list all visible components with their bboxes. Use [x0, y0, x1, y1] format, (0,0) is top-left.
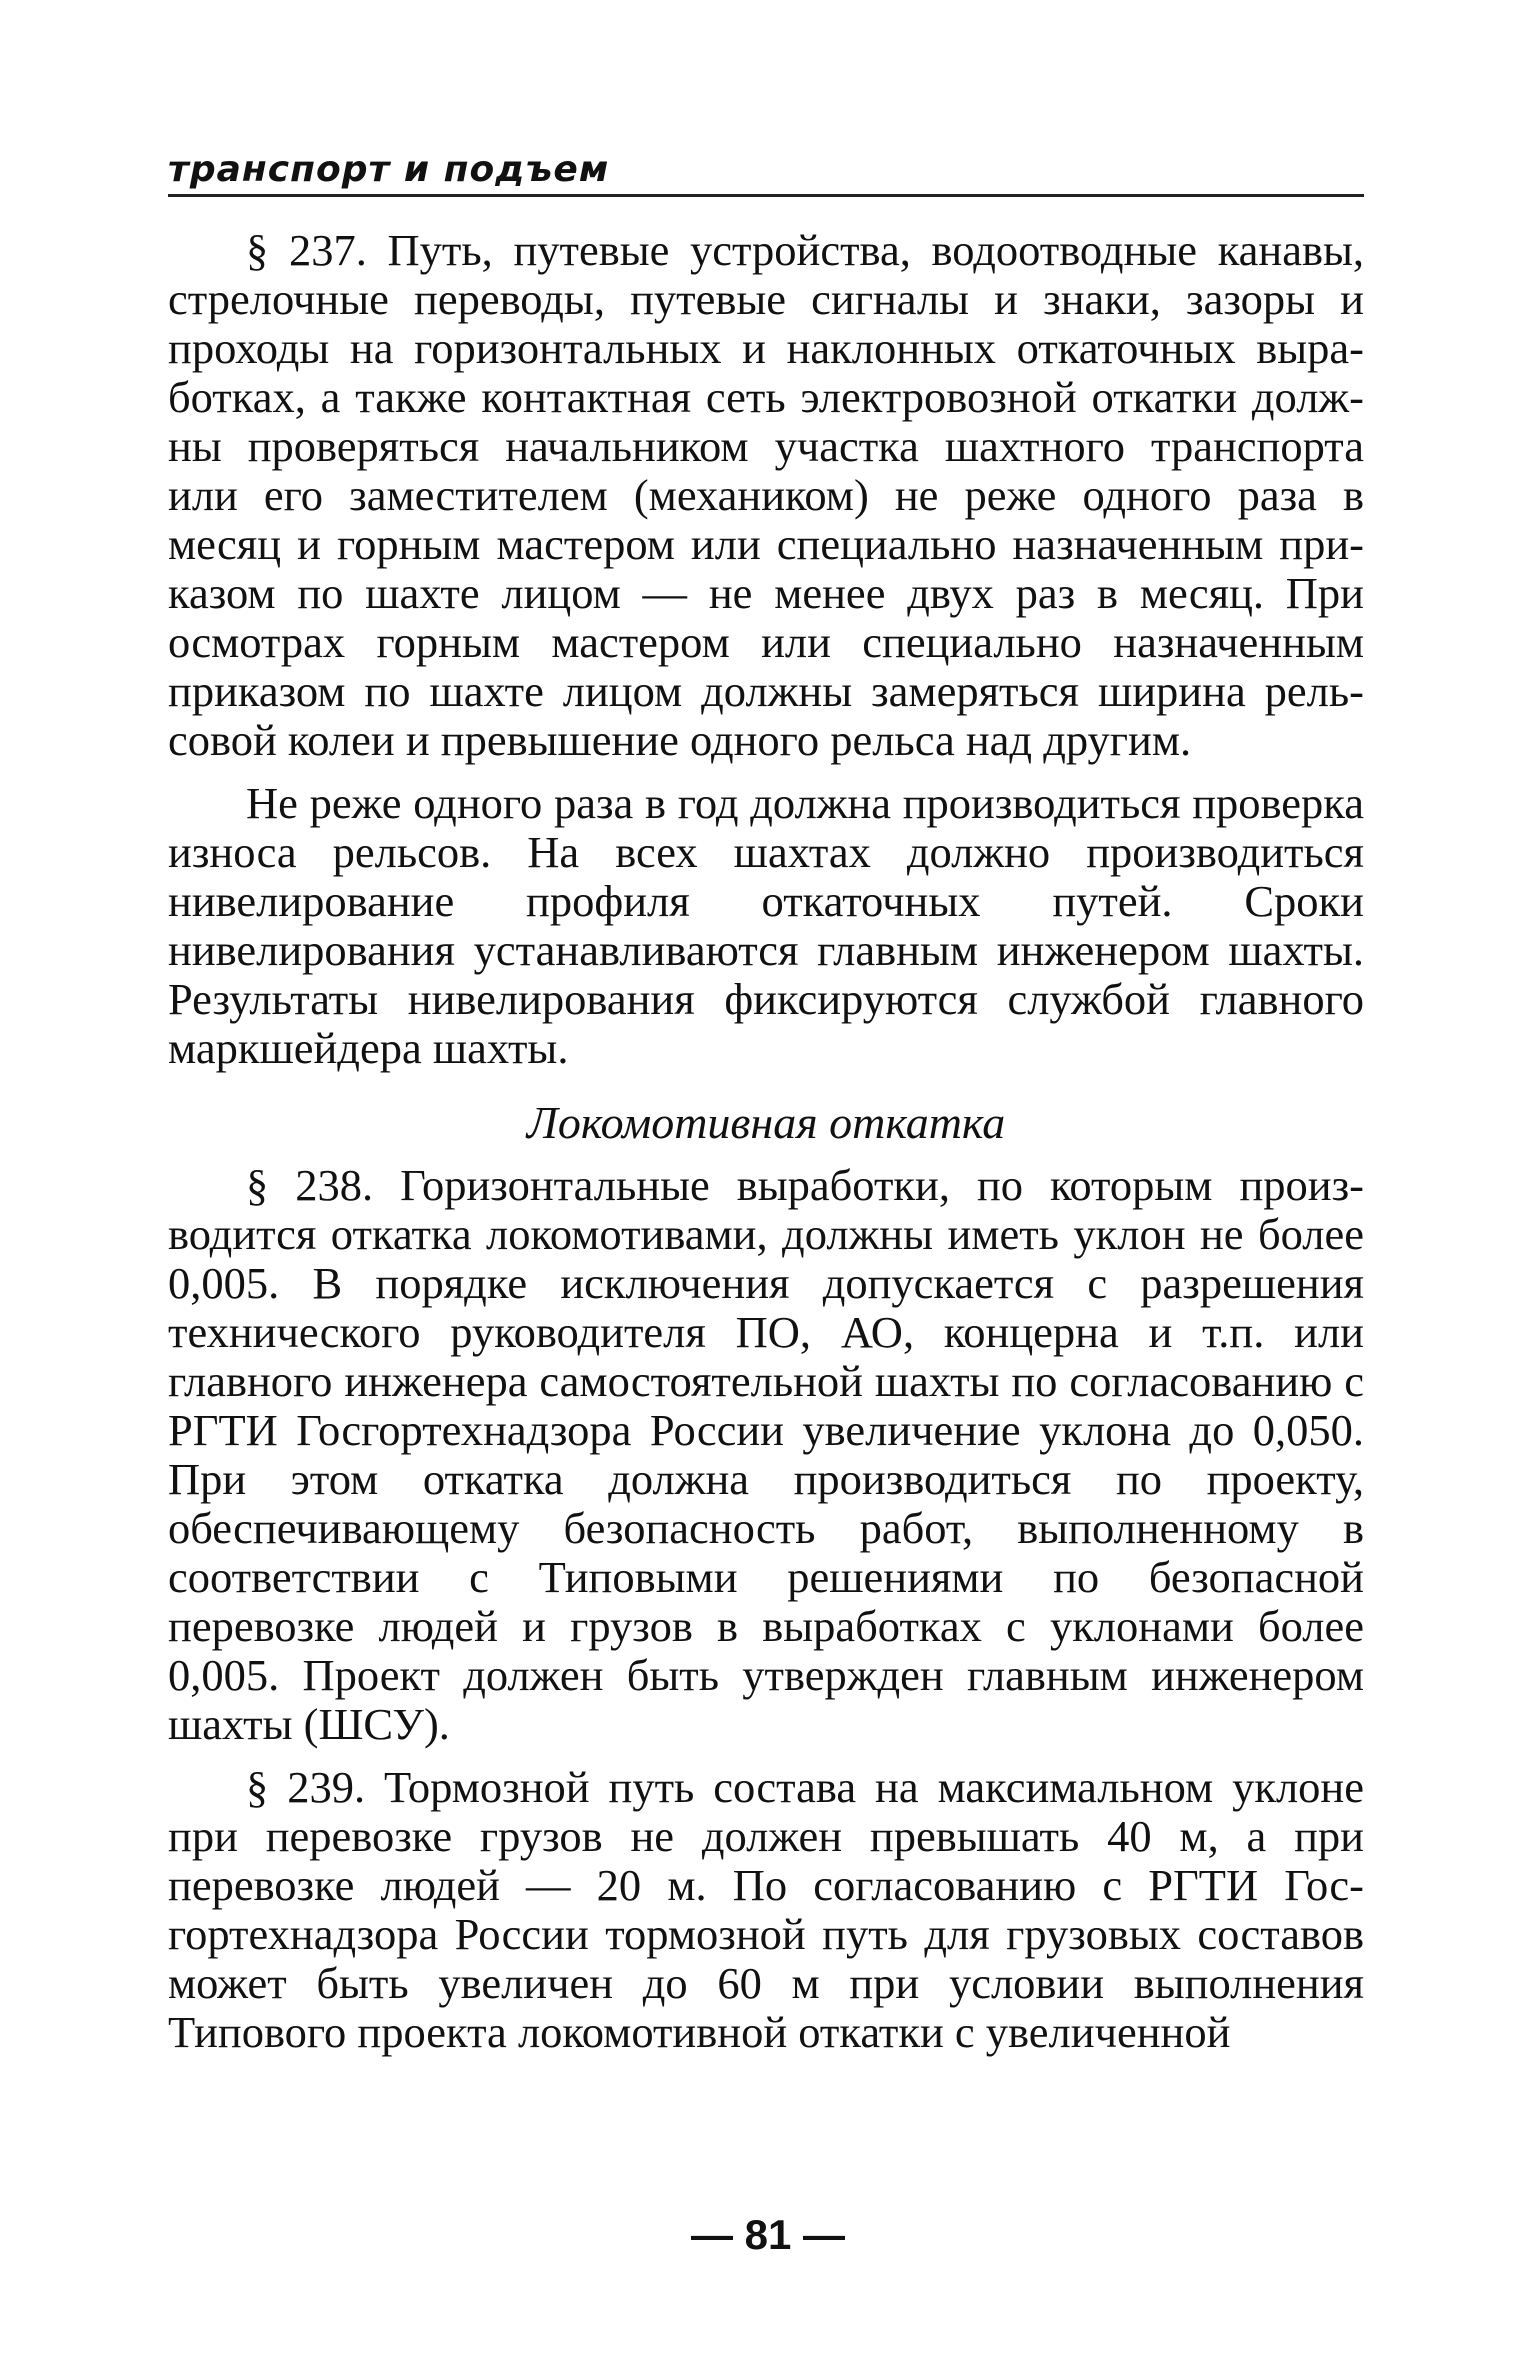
paragraph-238: § 238. Горизонтальные выработки, по которым производится откатка локомотивами, должны иметь уклон не более 0,005. В порядке исключения допускается с разрешения технического руководителя ПО, АО, концерна и т.п. или главного инженера самостоятельной шахты по согласованию с РГТИ Госгортехнадзора России увеличение уклона до 0,050. При этом откатка должна производиться по проекту, обеспечивающему безопасность работ, выполненному в соответствии с Типовыми решениями по безопасной перевозке людей и грузов в выработках с уклонами более 0,005. Проект должен быть утвержден главным инженером шахты (ШСУ).: [168, 1160, 1364, 1749]
paragraph-239: § 239. Тормозной путь состава на максимальном уклоне при перевозке грузов не должен превышать 40 м, а при перевозке людей — 20 м. По согласованию с РГТИ Госгортехнадзора России тормозной путь для грузовых составов может быть увеличен до 60 м при условии выполнения Типового проекта локомотивной откатки с увеличенной: [168, 1762, 1364, 2057]
paragraph-237-continued: Не реже одного раза в год должна производиться проверка износа рельсов. На всех шахтах должно производиться нивелирование профиля откаточных путей. Сроки нивелирования устанавливаются главным инженером шахты. Результаты нивелирования фиксируются службой главного маркшейдера шахты.: [168, 778, 1364, 1073]
page-number: — 81 —: [690, 2211, 846, 2258]
running-title: транспорт и подъем: [168, 149, 610, 190]
paragraph-237: § 237. Путь, путевые устройства, водоотводные канавы, стрелочные переводы, путевые сигналы и знаки, зазоры и проходы на горизонтальных и наклонных откаточных выработках, а также контактная сеть электровозной откатки должны проверяться начальником участка шахтного транспорта или его заместителем (механиком) не реже одного раза в месяц и горным мастером или специально назначенным приказом по шахте лицом — не менее двух раз в месяц. При осмотрах горным мастером или специально назначенным приказом по шахте лицом должны замеряться ширина рельсовой колеи и превышение одного рельса над другим.: [168, 225, 1364, 765]
section-subheading: Локомотивная откатка: [526, 1097, 1006, 1148]
running-header: [168, 148, 1364, 197]
page-body: [168, 226, 1364, 2057]
